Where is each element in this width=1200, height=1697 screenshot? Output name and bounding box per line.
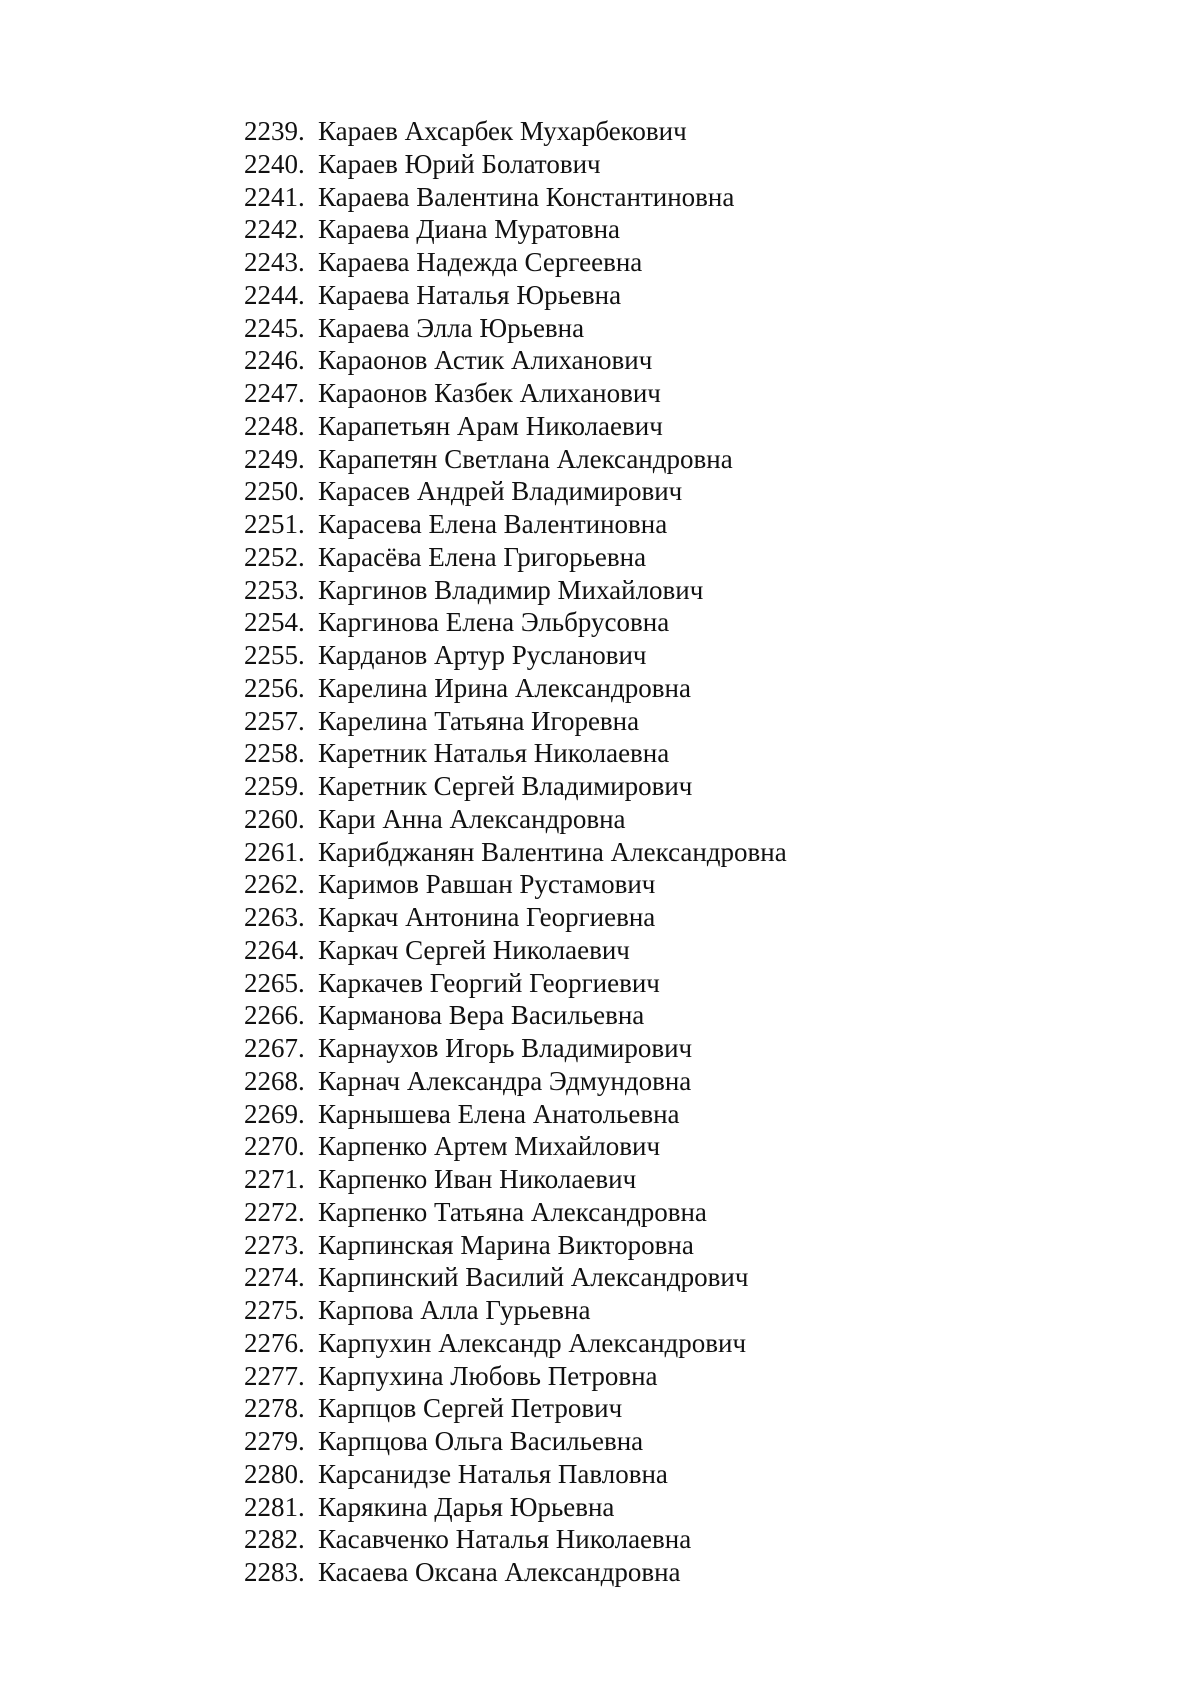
list-item [244,1163,787,1196]
entry-number: 2267. [244,1033,305,1063]
entry-number: 2244. [244,279,305,310]
entry-number: 2279. [244,1426,305,1456]
list-item [244,639,787,672]
entry-number: 2258. [244,738,305,769]
entry-number: 2272. [244,1196,305,1227]
entry-name: Караева Валентина Константиновна [318,181,735,212]
list-item [244,410,787,443]
list-item [244,1360,787,1393]
entry-name: Касаева Оксана Александровна [318,1557,681,1587]
entry-name: Каретник Сергей Владимирович [318,771,693,801]
list-item [244,1130,787,1163]
entry-name: Карнач Александра Эдмундовна [318,1065,692,1096]
list-item [244,344,787,377]
list-item [244,377,787,410]
entry-number: 2283. [244,1557,305,1587]
list-item [244,1098,787,1131]
entry-name: Кари Анна Александровна [318,803,626,834]
list-item [244,1196,787,1229]
list-item [244,737,787,770]
entry-name: Каримов Равшан Рустамович [318,869,656,900]
entry-name: Карсанидзе Наталья Павловна [318,1458,668,1489]
entry-number: 2273. [244,1229,305,1260]
entry-number: 2256. [244,672,305,703]
entry-number: 2259. [244,771,305,801]
entry-name: Карпова Алла Гурьевна [318,1295,591,1325]
entry-name: Карпухина Любовь Петровна [318,1360,658,1391]
list-item [244,115,787,148]
entry-number: 2240. [244,148,305,179]
list-item [244,1261,787,1294]
entry-name: Карапетьян Арам Николаевич [318,410,663,441]
entry-name: Караева Элла Юрьевна [318,312,585,343]
entry-name: Карпенко Артем Михайлович [318,1131,661,1162]
list-item [244,475,787,508]
entry-number: 2277. [244,1360,305,1391]
entry-number: 2266. [244,1000,305,1031]
entry-number: 2276. [244,1327,305,1358]
list-item [244,1294,787,1327]
entry-name: Карпинская Марина Викторовна [318,1229,694,1260]
entry-number: 2249. [244,443,305,474]
entry-name: Каретник Наталья Николаевна [318,738,670,769]
entry-number: 2239. [244,116,305,146]
entry-name: Карманова Вера Васильевна [318,1000,645,1031]
entry-name: Карякина Дарья Юрьевна [318,1491,615,1522]
list-item [244,508,787,541]
entry-name: Карпцов Сергей Петрович [318,1393,623,1424]
list-item [244,1491,787,1524]
entry-name: Каркач Антонина Георгиевна [318,902,656,932]
entry-name: Каргинов Владимир Михайлович [318,574,704,605]
list-item [244,1425,787,1458]
entry-name: Караева Наталья Юрьевна [318,279,622,310]
entry-name: Каргинова Елена Эльбрусовна [318,607,670,638]
entry-name: Карпинский Василий Александрович [318,1262,749,1293]
list-item [244,574,787,607]
entry-number: 2269. [244,1098,305,1129]
list-item [244,967,787,1000]
entry-number: 2246. [244,345,305,376]
entry-name: Карпцова Ольга Васильевна [318,1426,644,1456]
entry-number: 2253. [244,574,305,605]
list-item [244,770,787,803]
entry-number: 2260. [244,803,305,834]
entry-name: Каркач Сергей Николаевич [318,934,630,965]
entry-number: 2243. [244,247,305,277]
list-item [244,1458,787,1491]
entry-number: 2250. [244,476,305,507]
list-item [244,1065,787,1098]
list-item [244,246,787,279]
list-item [244,999,787,1032]
list-item [244,181,787,214]
entry-number: 2241. [244,181,305,212]
entry-number: 2275. [244,1295,305,1325]
entry-number: 2264. [244,934,305,965]
list-item [244,1327,787,1360]
list-item [244,1523,787,1556]
list-item [244,934,787,967]
list-item [244,1392,787,1425]
list-item [244,803,787,836]
entry-name: Караева Надежда Сергеевна [318,247,643,277]
list-item [244,213,787,246]
entry-name: Карасёва Елена Григорьевна [318,541,647,572]
entry-number: 2265. [244,967,305,998]
entry-name: Караев Юрий Болатович [318,148,601,179]
entry-number: 2247. [244,378,305,408]
entry-number: 2282. [244,1524,305,1555]
entry-name: Караева Диана Муратовна [318,214,621,245]
list-item [244,1229,787,1262]
entry-number: 2278. [244,1393,305,1424]
entry-name: Караонов Астик Алиханович [318,345,653,376]
list-item [244,1556,787,1589]
entry-name: Карпухин Александр Александрович [318,1327,747,1358]
entry-number: 2262. [244,869,305,900]
list-item [244,868,787,901]
entry-number: 2261. [244,836,305,867]
list-item [244,443,787,476]
entry-number: 2242. [244,214,305,245]
entry-name: Карпенко Татьяна Александровна [318,1196,707,1227]
entry-number: 2254. [244,607,305,638]
entry-number: 2268. [244,1065,305,1096]
list-item [244,312,787,345]
entry-name: Карнаухов Игорь Владимирович [318,1033,693,1063]
entry-name: Карапетян Светлана Александровна [318,443,733,474]
entry-number: 2281. [244,1491,305,1522]
list-item [244,541,787,574]
entry-number: 2271. [244,1164,305,1194]
list-item [244,901,787,934]
list-item [244,279,787,312]
list-item [244,148,787,181]
entry-name: Карнышева Елена Анатольевна [318,1098,680,1129]
list-item [244,606,787,639]
entry-number: 2257. [244,705,305,736]
entry-number: 2245. [244,312,305,343]
entry-name: Карпенко Иван Николаевич [318,1164,637,1194]
entry-number: 2263. [244,902,305,932]
list-item [244,672,787,705]
entry-name: Каркачев Георгий Георгиевич [318,967,660,998]
entry-number: 2252. [244,541,305,572]
entry-name: Караонов Казбек Алиханович [318,378,661,408]
entry-name: Карасев Андрей Владимирович [318,476,683,507]
entry-number: 2255. [244,640,305,670]
entry-name: Карелина Ирина Александровна [318,672,691,703]
entry-name: Карасева Елена Валентиновна [318,509,668,539]
entry-name: Касавченко Наталья Николаевна [318,1524,692,1555]
entry-name: Карибджанян Валентина Александровна [318,836,787,867]
list-item [244,1032,787,1065]
entry-number: 2270. [244,1131,305,1162]
list-item [244,705,787,738]
entry-name: Карелина Татьяна Игоревна [318,705,640,736]
entry-number: 2274. [244,1262,305,1293]
entry-number: 2248. [244,410,305,441]
entry-number: 2280. [244,1458,305,1489]
list-item [244,836,787,869]
entry-name: Караев Ахсарбек Мухарбекович [318,116,687,146]
name-list [244,115,787,1589]
entry-number: 2251. [244,509,305,539]
entry-name: Карданов Артур Русланович [318,640,647,670]
